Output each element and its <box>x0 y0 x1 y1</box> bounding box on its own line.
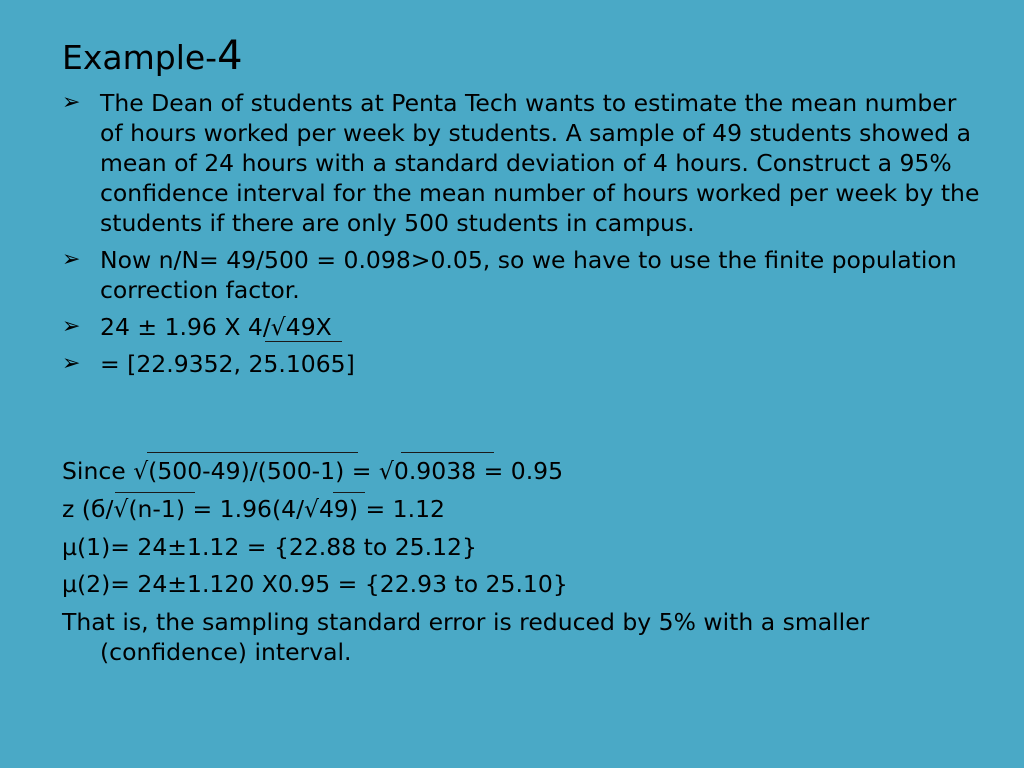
radical-overline <box>265 341 342 342</box>
title-number: 4 <box>217 33 243 79</box>
bullet-text: = [22.9352, 25.1065] <box>100 350 355 378</box>
bullet-item <box>62 312 982 342</box>
calc-line: µ(1)= 24±1.12 = {22.88 to 25.12} <box>62 533 477 561</box>
arrow-bullet-icon: ➢ <box>62 247 81 272</box>
arrow-bullet-icon: ➢ <box>62 90 81 115</box>
radical-overline <box>147 452 358 453</box>
calc-line: µ(2)= 24±1.120 X0.95 = {22.93 to 25.10} <box>62 570 568 598</box>
slide-title <box>62 33 243 79</box>
radical-overline <box>115 492 195 493</box>
calc-line: z (б/√(n-1) = 1.96(4/√49) = 1.12 <box>62 495 446 523</box>
bullet-item <box>62 349 982 379</box>
radical-overline <box>401 452 494 453</box>
bullet-text: Now n/N= 49/500 = 0.098>0.05, so we have to use the finite population correction factor. <box>100 246 957 304</box>
bullet-text: 24 ± 1.96 X 4/√49X <box>100 313 332 341</box>
bullet-item <box>62 88 982 238</box>
bullet-item <box>62 245 982 305</box>
radical-overline <box>333 492 365 493</box>
conclusion-text: That is, the sampling standard error is reduced by 5% with a smaller (confidence) interval. <box>62 608 870 666</box>
calc-line: Since √(500-49)/(500-1) = √0.9038 = 0.95 <box>62 457 564 485</box>
bullet-list <box>62 88 982 386</box>
arrow-bullet-icon: ➢ <box>62 314 81 339</box>
arrow-bullet-icon: ➢ <box>62 351 81 376</box>
bullet-text: The Dean of students at Penta Tech wants to estimate the mean number of hours worked per week by students. A sample of 49 students showed a mean of 24 hours with a standard deviation of 4 hours. Construct a 95% confidence interval for the mean number of hours worked per week by the students if there are only 500 students in campus. <box>100 89 980 237</box>
title-prefix: Example- <box>62 38 218 77</box>
